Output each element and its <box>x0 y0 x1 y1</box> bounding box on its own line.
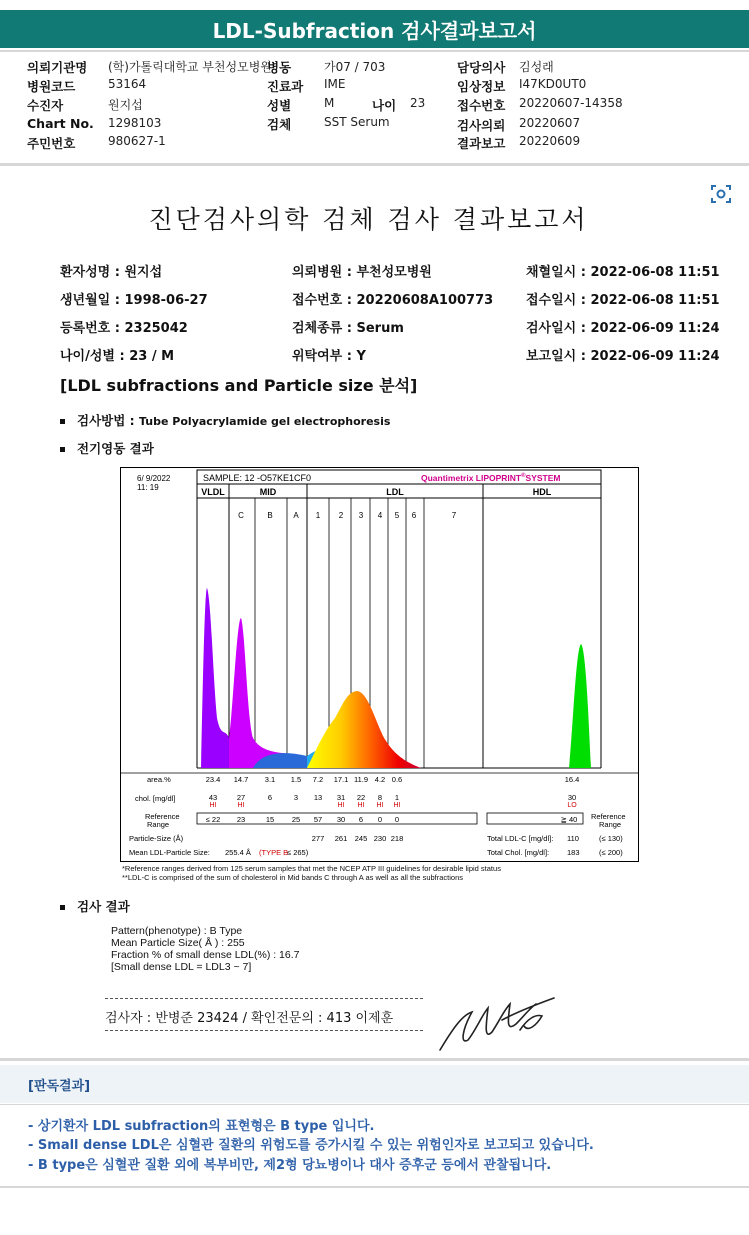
total-ldl-label: Total LDL-C [mg/dl]: <box>487 834 554 843</box>
area-value: 11.9 <box>353 775 369 784</box>
value-patient: 원지섭 <box>108 98 143 112</box>
type-tag: (TYPE B <box>259 848 289 857</box>
result-line: Fraction % of small dense LDL(%) : 16.7 <box>111 949 300 961</box>
mean-size-value: 255.4 Å <box>225 848 251 857</box>
value-specimen: SST Serum <box>324 115 390 129</box>
flag-label: HI <box>393 802 401 809</box>
total-ldl-value: 110 <box>567 834 579 843</box>
band-label: 4 <box>377 511 383 520</box>
total-ldl-ref: (≤ 130) <box>599 834 623 843</box>
label-sex: 성별 <box>267 98 292 113</box>
value-report-date: 20220609 <box>519 134 581 148</box>
ref-row-label: Range <box>147 820 170 829</box>
particle-size-label: Particle-Size (Å) <box>129 834 184 843</box>
ref-row-label: Reference <box>145 812 180 821</box>
requesting-hospital: 의뢰병원 : 부천성모병원 <box>292 265 432 280</box>
area-value: 3.1 <box>264 775 276 784</box>
method-value: Tube Polyacrylamide gel electrophoresis <box>139 415 391 428</box>
total-chol-label: Total Chol. [mg/dl]: <box>487 848 550 857</box>
area-value: 1.5 <box>290 775 302 784</box>
band-label: 1 <box>315 511 321 520</box>
section-heading: [LDL subfractions and Particle size 분석] <box>60 376 418 395</box>
label-doctor: 담당의사 <box>457 60 506 75</box>
verdict-line: - 상기환자 LDL subfraction의 표현형은 B type 입니다. <box>28 1119 375 1134</box>
value-age: 23 <box>410 96 426 110</box>
electro-label: 전기영동 결과 <box>77 441 154 456</box>
area-value: 23.4 <box>205 775 221 784</box>
band-label: 2 <box>338 511 344 520</box>
chol-value: 8 <box>377 793 383 802</box>
signature-rule <box>105 1030 423 1031</box>
value-receipt-no: 20220607-14358 <box>519 96 623 110</box>
run-date: 6/ 9/2022 <box>137 474 171 483</box>
value-chart-no: 1298103 <box>108 116 162 130</box>
divider <box>0 1058 749 1061</box>
reference-value: 57 <box>313 815 323 824</box>
flag-label: HI <box>237 802 245 809</box>
verdict-line: - Small dense LDL은 심혈관 질환의 위험도를 증가시킬 수 있는 위험인자로 보고되고 있습니다. <box>28 1138 594 1153</box>
label-request-date: 검사의뢰 <box>457 118 506 133</box>
result-summary <box>111 925 300 973</box>
band-group-label: MID <box>259 487 277 497</box>
label-clinical-info: 임상정보 <box>457 79 506 94</box>
reference-value: 15 <box>265 815 275 824</box>
chart-footnotes <box>122 864 501 882</box>
method-line <box>60 411 390 429</box>
hdl-peak <box>569 644 591 768</box>
lipoprint-chart <box>120 467 639 862</box>
band-group-label: HDL <box>532 487 552 497</box>
value-sex: M <box>324 96 335 110</box>
chol-value: 22 <box>356 793 366 802</box>
method-label: 검사방법 : <box>77 413 140 428</box>
label-receipt-no: 접수번호 <box>457 98 506 113</box>
particle-size-value: 261 <box>334 834 348 843</box>
label-hospital-code: 병원코드 <box>27 79 76 94</box>
reference-value: 23 <box>236 815 246 824</box>
type-limit: ≤ 265) <box>287 848 309 857</box>
run-time: 11: 19 <box>137 483 159 492</box>
patient-name: 환자성명 : 원지섭 <box>60 265 163 280</box>
total-chol-value: 183 <box>567 848 580 857</box>
flag-label: HI <box>209 802 217 809</box>
outsourced: 위탁여부 : Y <box>292 349 366 364</box>
label-specimen: 검체 <box>267 117 292 132</box>
particle-size-value: 245 <box>354 834 368 843</box>
chol-value: 43 <box>208 793 218 802</box>
value-resident-no: 980627-1 <box>108 134 166 148</box>
area-value: 7.2 <box>312 775 324 784</box>
area-value: 17.1 <box>333 775 349 784</box>
label-hospital: 의뢰기관명 <box>27 60 88 75</box>
result-line: Mean Particle Size( Å ) : 255 <box>111 937 245 949</box>
value-ward: 가07 / 703 <box>324 60 386 74</box>
particle-size-value: 277 <box>311 834 325 843</box>
divider <box>0 163 749 166</box>
band-label: A <box>293 511 299 520</box>
chol-value: 3 <box>293 793 299 802</box>
label-department: 진료과 <box>267 79 304 94</box>
chol-value: 1 <box>394 793 400 802</box>
reference-value: 30 <box>336 815 346 824</box>
reference-value: 25 <box>291 815 301 824</box>
label-resident-no: 주민번호 <box>27 136 76 151</box>
reference-value: 0 <box>394 815 400 824</box>
report-datetime: 보고일시 : 2022-06-09 11:24 <box>526 349 720 364</box>
value-hospital-code: 53164 <box>108 77 147 91</box>
label-ward: 병동 <box>267 60 292 75</box>
area-value: 14.7 <box>233 775 249 784</box>
accession-number: 접수번호 : 20220608A100773 <box>292 293 494 308</box>
value-clinical-info: I47KD0UT0 <box>519 77 587 91</box>
report-banner <box>0 10 749 48</box>
result-line: [Small dense LDL = LDL3 ~ 7] <box>111 961 252 973</box>
request-info-header <box>0 52 749 157</box>
signature-image <box>432 990 562 1056</box>
result-heading <box>60 897 130 915</box>
electrophoresis-heading <box>60 439 154 457</box>
brand-logo: Quantimetrix LIPOPRINT®SYSTEM <box>421 473 561 483</box>
value-request-date: 20220607 <box>519 116 581 130</box>
footnote: *Reference ranges derived from 125 serum samples that met the NCEP ATP III guidelines for desirable lipid status <box>122 864 501 873</box>
band-label: 7 <box>451 511 457 520</box>
label-report-date: 결과보고 <box>457 136 506 151</box>
band-label: 5 <box>394 511 400 520</box>
bullet <box>60 905 65 910</box>
vldl-peak <box>201 588 229 768</box>
area-value: 16.4 <box>564 775 580 784</box>
document-title: 진단검사의학 검체 검사 결과보고서 <box>148 205 589 234</box>
electrophoresis-chart <box>121 468 638 861</box>
divider <box>0 1104 749 1105</box>
test-datetime: 검사일시 : 2022-06-09 11:24 <box>526 321 720 336</box>
band-group-label: VLDL <box>201 487 225 497</box>
ldl-peak <box>307 691 421 768</box>
sample-id: SAMPLE: 12 -O57KE1CF0 <box>203 473 312 483</box>
mean-size-label: Mean LDL-Particle Size: <box>129 848 210 857</box>
reference-value: 0 <box>377 815 383 824</box>
label-patient: 수진자 <box>27 98 64 113</box>
verdict-line: - B type은 심혈관 질환 외에 복부비만, 제2형 당뇨병이나 대사 증후군 등에서 관찰됩니다. <box>28 1158 552 1173</box>
signature-rule <box>105 998 423 999</box>
area-row-label: area.% <box>147 775 171 784</box>
bullet <box>60 419 65 424</box>
ref-right-label: Reference <box>591 812 626 821</box>
chol-value: 31 <box>336 793 346 802</box>
collection-datetime: 채혈일시 : 2022-06-08 11:51 <box>526 265 720 280</box>
reference-value: 6 <box>358 815 364 824</box>
verdict-header <box>0 1065 749 1103</box>
verdict-title: [판독결과] <box>28 1079 91 1094</box>
result-label: 검사 결과 <box>77 899 130 914</box>
band-label: B <box>267 511 273 520</box>
banner-title: LDL-Subfraction 검사결과보고서 <box>212 18 537 43</box>
area-value: 0.6 <box>391 775 403 784</box>
reference-value: ≧ 40 <box>560 815 578 824</box>
specimen-type: 검체종류 : Serum <box>292 321 404 336</box>
total-chol-ref: (≤ 200) <box>599 848 623 857</box>
divider <box>0 1186 749 1188</box>
chol-value: 13 <box>313 793 323 802</box>
registration-number: 등록번호 : 2325042 <box>60 321 188 336</box>
age-sex: 나이/성별 : 23 / M <box>60 349 175 364</box>
result-line: Pattern(phenotype) : B Type <box>111 925 243 937</box>
receipt-datetime: 접수일시 : 2022-06-08 11:51 <box>526 293 720 308</box>
flag-label: LO <box>567 802 577 809</box>
area-value: 4.2 <box>374 775 386 784</box>
examiner-line: 검사자 : 반병준 23424 / 확인전문의 : 413 이제훈 <box>105 1011 394 1026</box>
birth-date: 생년월일 : 1998-06-27 <box>60 293 208 308</box>
particle-size-value: 230 <box>373 834 387 843</box>
reference-value: ≤ 22 <box>205 815 221 824</box>
chol-value: 27 <box>236 793 246 802</box>
footnote: **LDL-C is comprised of the sum of cholesterol in Mid bands C through A as well as all the subfractions <box>122 873 464 882</box>
ref-right-label: Range <box>599 820 622 829</box>
band-label: 6 <box>411 511 417 520</box>
chol-value: 30 <box>567 793 577 802</box>
band-label: 3 <box>358 511 364 520</box>
label-age: 나이 <box>372 98 397 113</box>
bullet <box>60 447 65 452</box>
flag-label: HI <box>357 802 365 809</box>
particle-size-value: 218 <box>390 834 404 843</box>
flag-label: HI <box>337 802 345 809</box>
band-group-label: LDL <box>386 487 404 497</box>
chol-row-label: chol. [mg/dl] <box>135 794 176 803</box>
value-department: IME <box>324 77 346 91</box>
label-chart-no: Chart No. <box>27 116 94 131</box>
band-label: C <box>238 511 244 520</box>
value-hospital: (학)가톨릭대학교 부천성모병원 <box>108 60 272 74</box>
value-doctor: 김성래 <box>519 60 554 74</box>
flag-label: HI <box>376 802 384 809</box>
chol-value: 6 <box>267 793 273 802</box>
